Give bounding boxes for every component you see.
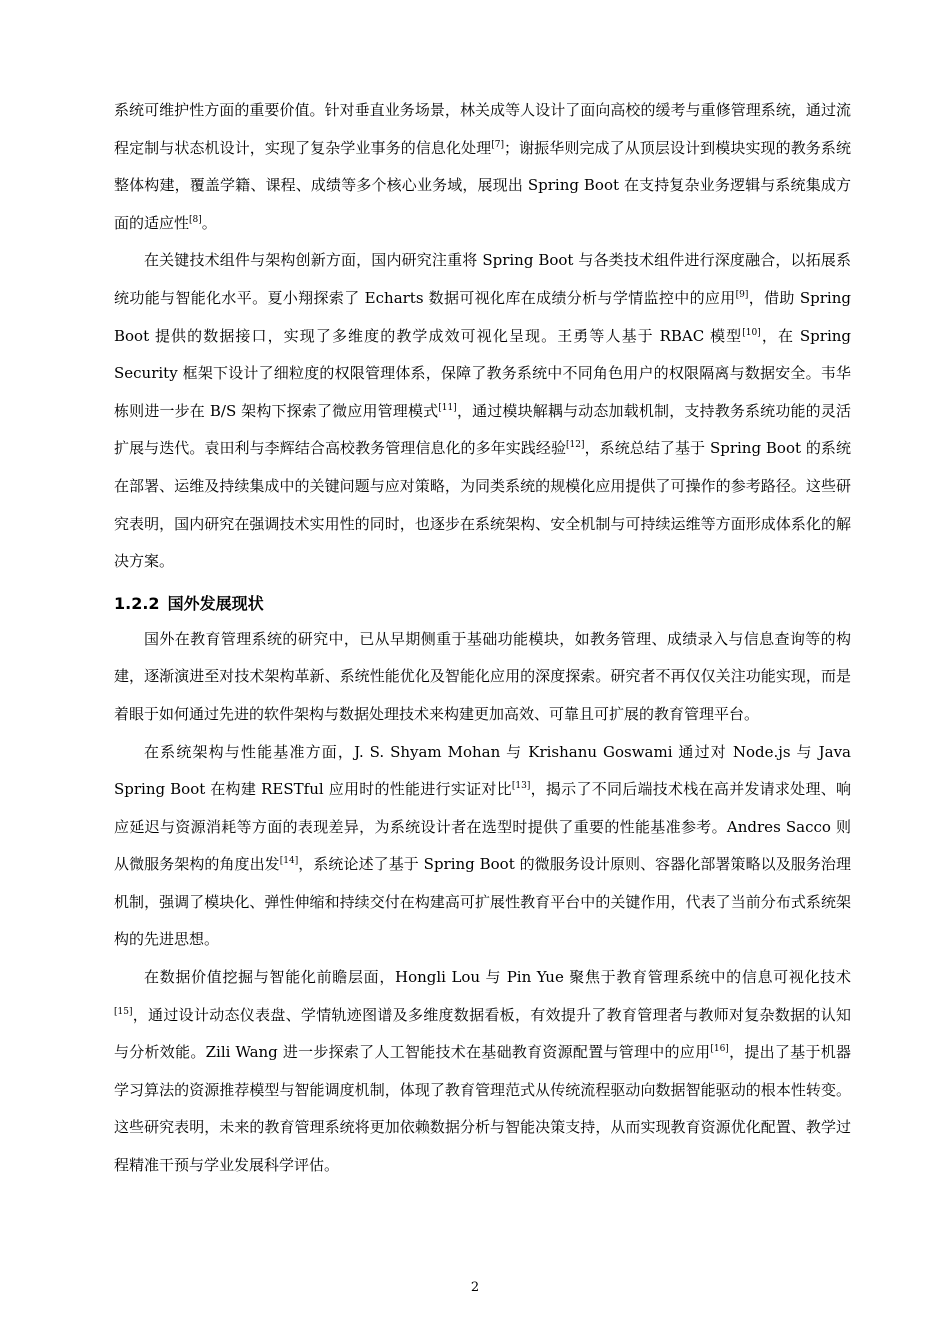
citation-superscript: [9] <box>735 289 749 300</box>
paragraph-text: 系统可维护性方面的重要价值。针对垂直业务场景，林关成等人设计了面向高校的缓考与重修管理系统，通过流程定制与状态机设计，实现了复杂学业事务的信息化处理 <box>114 101 851 157</box>
paragraph-text: ，揭示了不同后端技术栈在高并发请求处理、响应延迟与资源消耗等方面的表现差异，为系统设计者在选型时提供了重要的性能基准参考。Andres Sacco 则从微服务架构的角度出发 <box>114 780 851 874</box>
citation-superscript: [11] <box>438 402 457 413</box>
citation-superscript: [14] <box>279 856 299 867</box>
citation-superscript: [7] <box>491 139 504 150</box>
paragraph-text: ，提出了基于机器学习算法的资源推荐模型与智能调度机制，体现了教育管理范式从传统流程驱动向数据智能驱动的根本性转变。这些研究表明，未来的教育管理系统将更加依赖数据分析与智能决策支持，从而实现教育资源优化配置、教学过程精准干预与学业发展科学评估。 <box>114 1043 851 1175</box>
section-number: 1.2.2 <box>114 593 160 613</box>
paragraph-foreign-intro <box>114 621 851 734</box>
paragraph-text: ，系统论述了基于 Spring Boot 的微服务设计原则、容器化部署策略以及服务治理机制，强调了模块化、弹性伸缩和持续交付在构建高可扩展性教育平台中的关键作用，代表了当前分布式系统架构的先进思想。 <box>114 855 851 949</box>
paragraph-text: 在数据价值挖掘与智能化前瞻层面，Hongli Lou 与 Pin Yue 聚焦于教育管理系统中的信息可视化技术 <box>144 968 851 987</box>
page-number: 2 <box>470 1280 480 1295</box>
section-heading <box>114 589 851 619</box>
paragraph-text: 在关键技术组件与架构创新方面，国内研究注重将 Spring Boot 与各类技术组件进行深度融合，以拓展系统功能与智能化水平。夏小翔探索了 Echarts 数据可视化库在成绩分析与学情监控中的应用 <box>114 251 851 307</box>
citation-superscript: [13] <box>511 781 531 792</box>
paragraph-continuation <box>114 92 851 242</box>
paragraph-text: ，系统总结了基于 Spring Boot 的系统在部署、运维及持续集成中的关键问题与应对策略，为同类系统的规模化应用提供了可操作的参考路径。这些研究表明，国内研究在强调技术实用性的同时，也逐步在系统架构、安全机制与可持续运维等方面形成体系化的解决方案。 <box>114 439 851 571</box>
paragraph-text: ，通过设计动态仪表盘、学情轨迹图谱及多维度数据看板，有效提升了教育管理者与教师对复杂数据的认知与分析效能。Zili Wang 进一步探索了人工智能技术在基础教育资源配置与管理中的应用 <box>114 1005 851 1062</box>
paragraph-foreign-intelligence <box>114 959 851 1185</box>
page-content <box>114 92 851 1185</box>
citation-superscript: [12] <box>566 440 585 451</box>
citation-superscript: [10] <box>742 327 761 338</box>
citation-superscript: [8] <box>189 214 202 225</box>
paragraph-text: ，在 Spring Security 框架下设计了细粒度的权限管理体系，保障了教务系统中不同角色用户的权限隔离与数据安全。韦华栋则进一步在 B/S 架构下探索了微应用管理模式 <box>114 326 852 420</box>
citation-superscript: [16] <box>710 1044 729 1055</box>
paragraph-text: 在系统架构与性能基准方面，J. S. Shyam Mohan 与 Krishanu Goswami 通过对 Node.js 与 Java Spring Boot 在构建 RESTful 应用时的性能进行实证对比 <box>114 742 851 799</box>
paragraph-text: 。 <box>201 213 217 232</box>
section-title: 国外发展现状 <box>167 593 264 613</box>
paragraph-text: ，借助 Spring Boot 提供的数据接口，实现了多维度的教学成效可视化呈现。王勇等人基于 RBAC 模型 <box>114 288 851 345</box>
citation-superscript: [15] <box>114 1006 133 1017</box>
paragraph-text: 国外在教育管理系统的研究中，已从早期侧重于基础功能模块，如教务管理、成绩录入与信息查询等的构建，逐渐演进至对技术架构革新、系统性能优化及智能化应用的深度探索。研究者不再仅仅关注功能实现，而是着眼于如何通过先进的软件架构与数据处理技术来构建更加高效、可靠且可扩展的教育管理平台。 <box>114 629 851 723</box>
paragraph-foreign-architecture <box>114 734 851 960</box>
paragraph-domestic-tech <box>114 242 851 580</box>
paragraph-text: ，通过模块解耦与动态加载机制，支持教务系统功能的灵活扩展与迭代。袁田利与李辉结合高校教务管理信息化的多年实践经验 <box>114 401 851 458</box>
paragraph-text: ；谢振华则完成了从顶层设计到模块实现的教务系统整体构建，覆盖学籍、课程、成绩等多个核心业务域，展现出 Spring Boot 在支持复杂业务逻辑与系统集成方面的适应性 <box>114 138 851 232</box>
